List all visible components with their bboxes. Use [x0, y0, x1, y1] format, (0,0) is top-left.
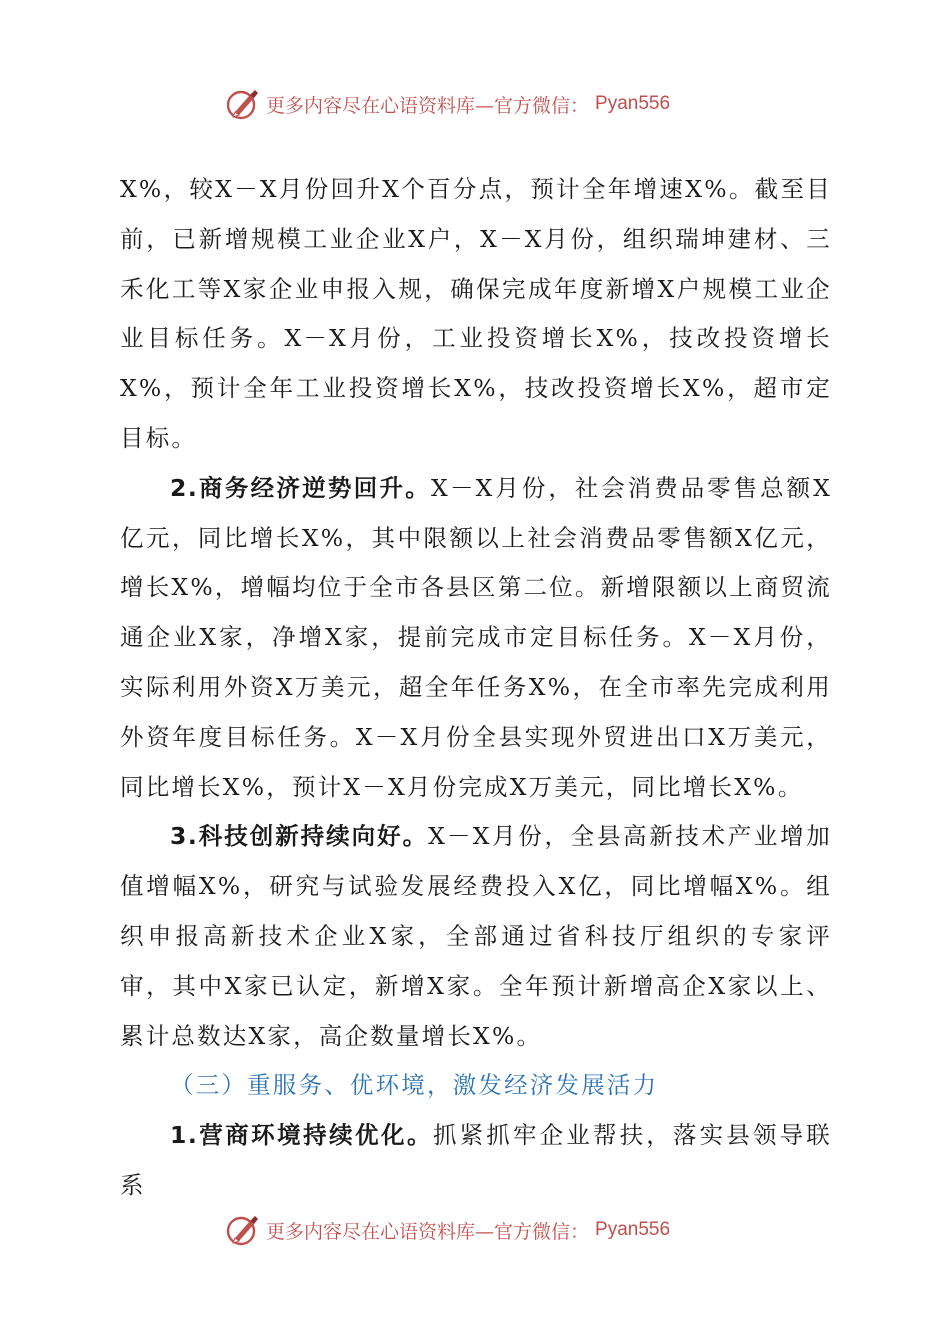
footer-banner-text: 更多内容尽在心语资料库—官方微信： — [266, 1220, 590, 1243]
header-banner-text: 更多内容尽在心语资料库—官方微信： — [266, 94, 590, 117]
header-banner — [226, 86, 746, 122]
document-body — [120, 165, 832, 1211]
paragraph-4 — [120, 1111, 832, 1211]
paragraph-2-text: X－X月份，社会消费品零售总额X亿元，同比增长X%，其中限额以上社会消费品零售额X亿元，增长X%，增幅均位于全市各县区第二位。新增限额以上商贸流通企业X家，净增X家，提前完成市定目标任务。X－X月份，实际利用外资X万美元，超全年任务X%，在全市率先完成利用外资年度目标任务。X－X月份全县实现外贸进出口X万美元，同比增长X%，预计X－X月份完成X万美元，同比增长X%。 — [120, 473, 832, 801]
paragraph-3-lead: 3.科技创新持续向好。 — [170, 822, 429, 851]
header-wechat-id: Pyan556 — [595, 93, 671, 114]
paragraph-1: X%，较X－X月份回升X个百分点，预计全年增速X%。截至目前，已新增规模工业企业X户，X－X月份，组织瑞坤建材、三禾化工等X家企业申报入规，确保完成年度新增X户规模工业企业目标任务。X－X月份，工业投资增长X%，技改投资增长X%，预计全年工业投资增长X%，技改投资增长X%，超市定目标。 — [120, 175, 832, 452]
paragraph-2 — [120, 464, 832, 813]
paragraph-3-text: X－X月份，全县高新技术产业增加值增幅X%，研究与试验发展经费投入X亿，同比增幅X%。组织申报高新技术企业X家，全部通过省科技厅组织的专家评审，其中X家已认定，新增X家。全年预计新增高企X家以上、累计总数达X家，高企数量增长X%。 — [120, 822, 832, 1050]
footer-wechat-id: Pyan556 — [595, 1219, 671, 1240]
paragraph-2-lead: 2.商务经济逆势回升。 — [170, 473, 432, 502]
footer-banner — [226, 1212, 746, 1248]
pen-logo-icon — [226, 87, 260, 121]
section-heading-3: （三）重服务、优环境，激发经济发展活力 — [170, 1071, 659, 1100]
paragraph-4-lead: 1.营商环境持续优化。 — [170, 1121, 433, 1150]
paragraph-3 — [120, 812, 832, 1061]
paragraph-4-text: 抓紧抓牢企业帮扶，落实县领导联系 — [120, 1121, 832, 1199]
pen-logo-icon — [226, 1213, 260, 1247]
